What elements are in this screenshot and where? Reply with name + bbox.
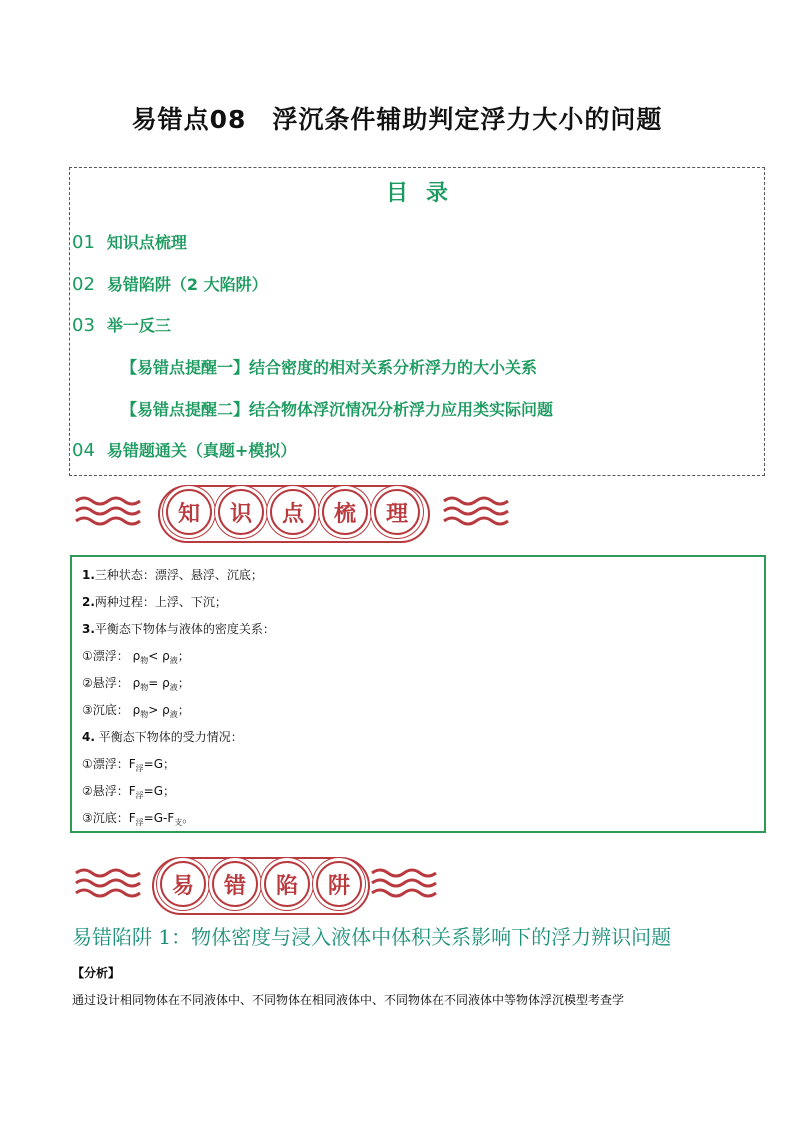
- toc-subitem-reminder-2[interactable]: [121, 397, 553, 420]
- banner-char: 易: [160, 861, 206, 907]
- knowledge-summary-box: [70, 555, 766, 833]
- wave-ornament-icon: [370, 867, 442, 903]
- toc-heading: 目录: [385, 181, 466, 206]
- toc-subitem-reminder-1[interactable]: [121, 355, 537, 378]
- toc-item-01[interactable]: [72, 230, 187, 253]
- knowledge-line-7: 4. 平衡态下物体的受力情况：: [82, 730, 243, 744]
- analysis-label: 【分析】: [72, 966, 121, 980]
- banner-char: 阱: [316, 861, 362, 907]
- knowledge-line-2: 2.两种过程：上浮、下沉；: [82, 595, 227, 609]
- analysis-text: 通过设计相同物体在不同液体中、不同物体在相同液体中、不同物体在不同液体中等物体浮沉模型考查学: [72, 993, 625, 1007]
- banner-char: 点: [270, 489, 316, 535]
- knowledge-line-3: 3.平衡态下物体与液体的密度关系：: [82, 622, 275, 636]
- knowledge-line-10: ③沉底：$F_浮=G-F_支$。: [82, 811, 195, 827]
- knowledge-line-9: ②悬浮：$F_浮=G$；: [82, 784, 176, 800]
- toc-item-number: 04: [72, 440, 95, 461]
- knowledge-line-5: ②悬浮： $\rho_物= \rho_液$；: [82, 676, 190, 692]
- toc-item-number: 02: [72, 274, 95, 295]
- knowledge-line-8: ①漂浮：$F_浮=G$；: [82, 757, 176, 773]
- banner-char: 错: [212, 861, 258, 907]
- toc-item-number: 03: [72, 315, 95, 336]
- banner-char: 识: [218, 489, 264, 535]
- knowledge-line-6: ③沉底： $\rho_物> \rho_液$；: [82, 703, 190, 719]
- toc-item-label: 知识点梳理: [106, 233, 187, 252]
- banner-char: 知: [166, 489, 212, 535]
- wave-ornament-icon: [442, 495, 514, 531]
- toc-item-label: 易错题通关（真题+模拟）: [106, 441, 297, 460]
- banner-char: 理: [374, 489, 420, 535]
- toc-item-02[interactable]: [72, 272, 268, 295]
- toc-item-label: 【易错点提醒二】结合物体浮沉情况分析浮力应用类实际问题: [121, 400, 554, 419]
- document-title: 易错点08 浮沉条件辅助判定浮力大小的问题: [131, 105, 663, 134]
- table-of-contents: [69, 167, 765, 476]
- wave-ornament-icon: [74, 867, 146, 903]
- trap-1-heading: 易错陷阱 1：物体密度与浸入液体中体积关系影响下的浮力辨识问题: [72, 925, 672, 949]
- toc-item-label: 【易错点提醒一】结合密度的相对关系分析浮力的大小关系: [121, 358, 538, 377]
- banner-char: 梳: [322, 489, 368, 535]
- toc-item-label: 易错陷阱（2 大陷阱）: [106, 275, 268, 294]
- wave-ornament-icon: [74, 495, 146, 531]
- toc-item-number: 01: [72, 232, 95, 253]
- knowledge-line-1: 1.三种状态：漂浮、悬浮、沉底；: [82, 568, 263, 582]
- banner-char: 陷: [264, 861, 310, 907]
- knowledge-line-4: ①漂浮： $\rho_物< \rho_液$；: [82, 649, 190, 665]
- toc-item-04[interactable]: [72, 438, 296, 461]
- toc-item-03[interactable]: [72, 313, 171, 336]
- section-banner-knowledge: [74, 485, 514, 545]
- toc-item-label: 举一反三: [106, 316, 171, 335]
- section-banner-traps: [74, 857, 514, 917]
